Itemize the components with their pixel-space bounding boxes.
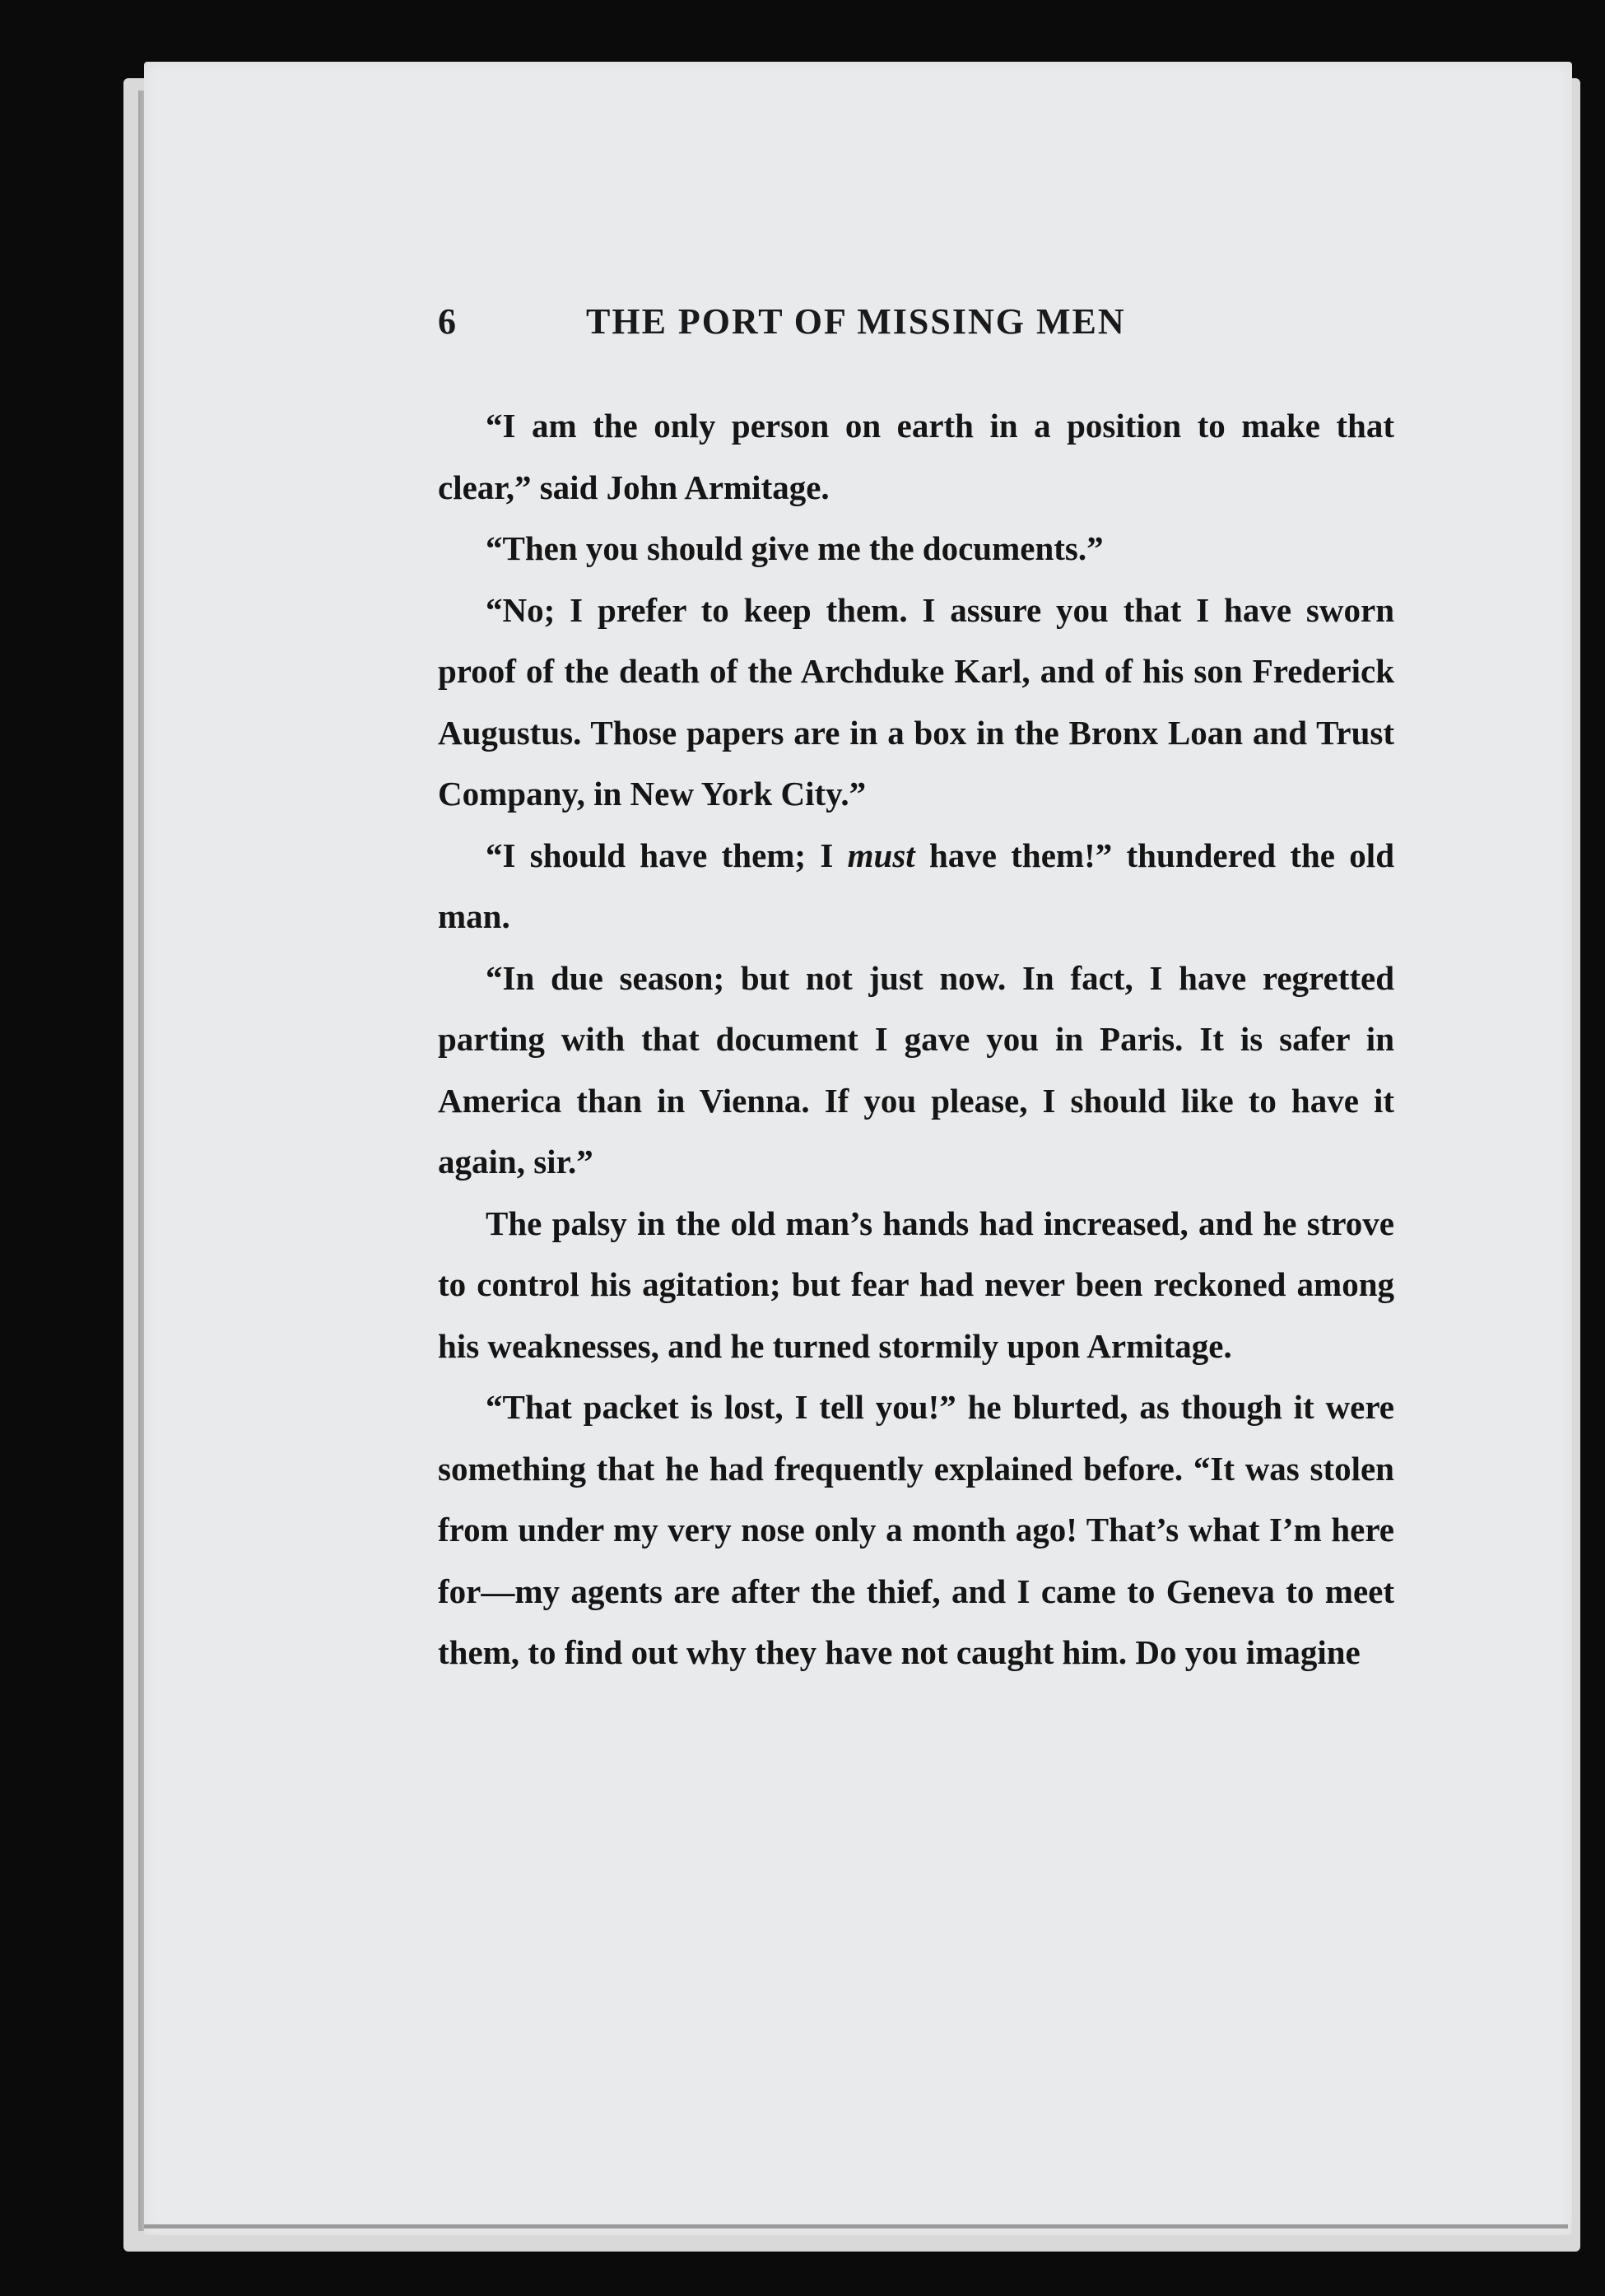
paragraph-1: “I am the only person on earth in a position to make that clear,” said John Armitage. xyxy=(438,407,1394,506)
paragraph-4 xyxy=(438,825,1394,948)
paragraph-7: “That packet is lost, I tell you!” he blurted, as though it were something that he had frequently explained before. “It was stolen from under my very nose only a month ago! That’s what I’m here for—my agents are after the thief, and I came to Geneva to meet them, to find out why they have not caught him. Do you imagine xyxy=(438,1388,1394,1671)
body-text xyxy=(438,395,1394,1684)
paragraph-6: The palsy in the old man’s hands had increased, and he strove to control his agitation; but fear had never been reckoned among his weaknesses, and he turned stormily upon Armitage. xyxy=(438,1204,1394,1365)
paragraph-5: “In due season; but not just now. In fact, I have regretted parting with that document I gave you in Paris. It is safer in America than in Vienna. If you please, I should like to have it again, sir.” xyxy=(438,958,1394,1181)
page-bottom-edge xyxy=(144,2224,1568,2228)
paragraph-4-after: have them!” thundered the old man. xyxy=(438,836,1394,935)
paragraph-2: “Then you should give me the documents.” xyxy=(486,529,1104,567)
page-header xyxy=(438,300,1261,358)
page-number: 6 xyxy=(438,301,457,342)
paragraph-3: “No; I prefer to keep them. I assure you that I have sworn proof of the death of the Archduke Karl, and of his son Frederick Augustus. Those papers are in a box in the Bronx Loan and Trust Company, in New York City.” xyxy=(438,590,1394,813)
paragraph-4-emphasis: must xyxy=(847,836,915,874)
paragraph-4-before: “I should have them; I xyxy=(486,836,848,874)
running-title: THE PORT OF MISSING MEN xyxy=(586,301,1126,342)
